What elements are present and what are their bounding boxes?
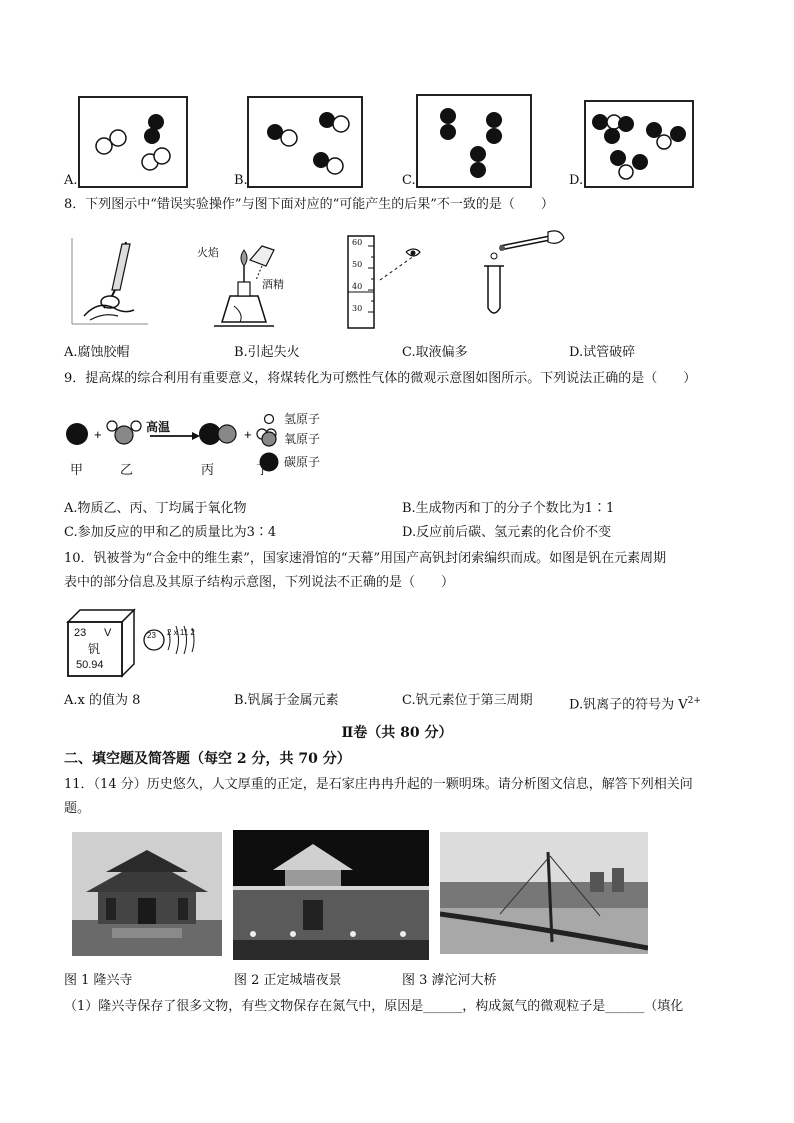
q9-option-a: A.物质乙、丙、丁均属于氧化物 [64,501,247,516]
q9-option-d: D.反应前后碳、氢元素的化合价不变 [402,525,612,540]
q9-option-b: B.生成物丙和丁的分子个数比为1∶1 [402,501,615,516]
q11-photo-hutuo-river-bridge [440,832,648,954]
q7-molecule-diagram-b [249,98,361,186]
q8-cylinder-tick-50: 50 [352,260,363,269]
q9-legend-carbon: 碳原子 [284,455,321,469]
q8-cylinder-tick-40: 40 [352,282,363,291]
q9-stem: 9．提高煤的综合利用有重要意义，将煤转化为可燃性气体的微观示意图如图所示。下列说法正确的是（ ） [64,371,697,386]
q10-atom-nucleus: 23 [147,631,156,640]
q7-molecule-diagram-c [418,96,530,186]
q10-atomic-number: 23 [74,627,87,639]
q11-photo-longxing-temple [72,832,222,956]
q10-atom-shells: 2 x 11 2 [167,628,195,637]
q7-diagram-b [247,96,363,188]
q10-element-name: 钒 [88,642,101,656]
q8-cylinder-tick-30: 30 [352,304,363,313]
q7-option-b: B. [234,173,248,188]
q11-stem-line1: 11．（14 分）历史悠久，人文厚重的正定，是石家庄冉冉升起的一颗明珠。请分析图文信息，解答下列相关问 [64,777,693,792]
q9-option-c: C.参加反应的甲和乙的质量比为3∶4 [64,525,277,540]
q9-name-jia: 甲 [70,463,84,478]
q7-option-c: C. [402,173,416,188]
q9-name-bing: 丙 [201,463,215,478]
q10-stem-line2: 表中的部分信息及其原子结构示意图，下列说法不正确的是（ ） [64,575,455,590]
q7-diagram-c [416,94,532,188]
q9-name-ding: 丁 [256,463,270,478]
svg-text:+: + [244,427,252,442]
q11-caption-3: 图 3 滹沱河大桥 [402,973,497,988]
q10-option-c: C.钒元素位于第三周期 [402,693,533,708]
q10-option-d-text: D.钒离子的符号为 V [569,697,688,713]
q8-figure-d-test-tube [478,226,568,320]
q11-stem-line2: 题。 [64,801,91,816]
q10-option-a: A.x 的值为 8 [64,693,141,708]
q10-stem-line1: 10．钒被誉为“合金中的维生素”，国家速滑馆的“天幕”用国产高钒封闭索编织而成。如图是钒在元素周期 [64,551,667,566]
q11-photo-zhengding-city-wall [233,830,429,960]
q9-name-yi: 乙 [120,463,134,478]
q9-legend-hydrogen: 氢原子 [284,412,321,426]
q7-option-a: A. [64,173,78,188]
q9-reaction-condition: 高温 [146,420,171,434]
q10-option-b: B.钒属于金属元素 [234,693,339,708]
q10-atomic-mass: 50.94 [76,659,104,671]
q8-figure-b-flame-label: 火焰 [197,246,219,259]
q9-legend-hydrogen-icon [262,412,276,426]
q9-legend-oxygen: 氧原子 [284,432,321,446]
q8-figure-b-alcohol-lamp [204,236,284,336]
q8-figure-a-dropper [70,236,150,326]
q11-subquestion-1: （1）隆兴寺保存了很多文物，有些文物保存在氮气中，原因是______，构成氮气的微观粒子是______（填化 [64,999,684,1014]
q7-option-d: D. [569,173,584,188]
q7-diagram-a [78,96,188,188]
svg-text:+: + [94,427,102,442]
q8-option-b: B.引起失火 [234,345,300,360]
q10-ion-charge: 2+ [687,696,701,706]
q10-element-symbol: V [104,627,112,639]
q11-caption-1: 图 1 隆兴寺 [64,973,133,988]
part2-title: Ⅱ卷（共 80 分） [341,725,453,741]
q10-option-d [569,692,701,714]
part2-section-heading: 二、填空题及简答题（每空 2 分，共 70 分） [64,751,351,767]
q8-cylinder-tick-60: 60 [352,238,363,247]
q8-figure-b-alcohol-label: 酒精 [262,278,284,291]
q8-stem: 8．下列图示中“错误实验操作”与图下面对应的“可能产生的后果”不一致的是（ ） [64,197,554,212]
q8-option-c: C.取液偏多 [402,345,468,360]
q11-caption-2: 图 2 正定城墙夜景 [234,973,342,988]
q7-diagram-d [584,100,694,188]
q8-option-d: D.试管破碎 [569,345,636,360]
q9-legend-oxygen-icon [261,431,277,447]
q7-molecule-diagram-a [80,98,186,186]
q7-molecule-diagram-d [586,102,692,186]
q8-option-a: A.腐蚀胶帽 [64,345,130,360]
